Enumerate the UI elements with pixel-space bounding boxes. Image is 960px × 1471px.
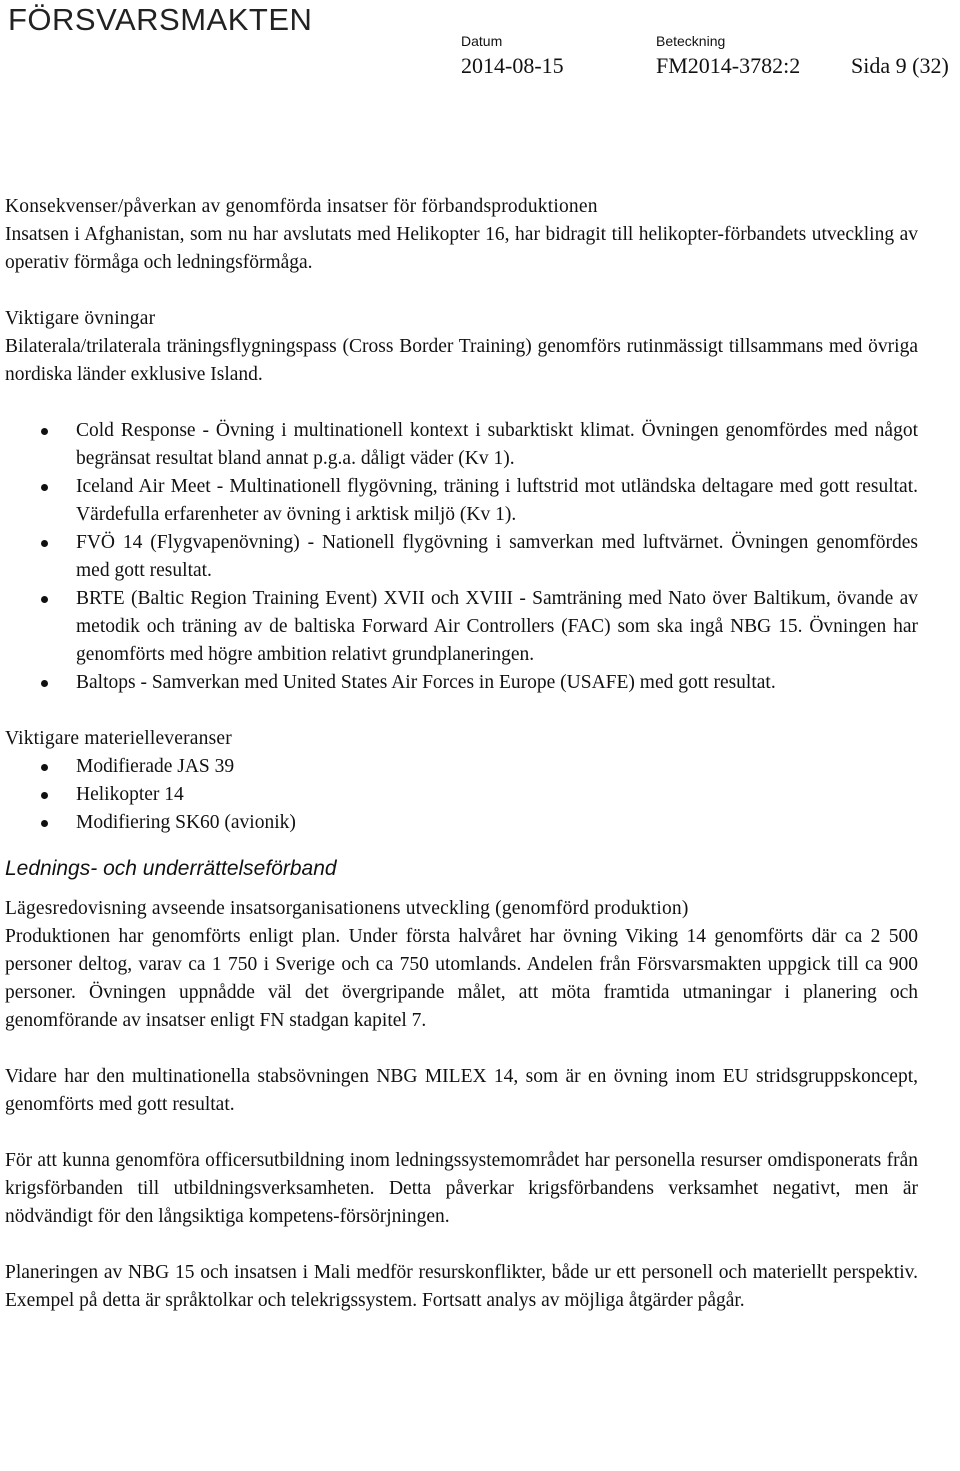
exercises-list — [5, 417, 918, 697]
list-item: Modifiering SK60 (avionik) — [5, 809, 918, 837]
paragraph: Produktionen har genomförts enligt plan. Under första halvåret har övning Viking 14 genomförts där ca 2 500 personer deltog, varav ca 1 750 i Sverige och ca 750 utomlands. Andelen från Försvarsmakten uppgick till ca 900 personer. Övningen uppnådde väl det övergripande målet, att möta framtida utmaningar i planering och genomförande av insatser enligt FN stadgan kapitel 7. — [5, 926, 918, 1031]
list-item: BRTE (Baltic Region Training Event) XVII och XVIII - Samträning med Nato över Baltikum, övande av metodik och träning av de baltiska Forward Air Controllers (FAC) som ska ingå NBG 15. Övningen har genomförts med högre ambition relativt grundplaneringen. — [5, 585, 918, 669]
page-number: Sida 9 (32) — [851, 53, 949, 78]
document-date: 2014-08-15 — [461, 53, 564, 78]
bullet-icon — [41, 596, 48, 603]
materiel-list — [5, 753, 918, 837]
bullet-icon — [41, 792, 48, 799]
bullet-icon — [41, 820, 48, 827]
list-item: Helikopter 14 — [5, 781, 918, 809]
exercises-intro: Bilaterala/trilaterala träningsflygningspass (Cross Border Training) genomförs rutinmässigt tillsammans med övriga nordiska länder exklusive Island. — [5, 336, 918, 385]
paragraph: Planeringen av NBG 15 och insatsen i Mali medför resurskonflikter, både ur ett personell och materiellt perspektiv. Exempel på detta är språktolkar och telekrigssystem. Fortsatt analys av möjliga åtgärder pågår. — [5, 1262, 918, 1311]
list-item: FVÖ 14 (Flygvapenövning) - Nationell flygövning i samverkan med luftvärnet. Övningen genomfördes med gott resultat. — [5, 529, 918, 585]
reference-label: Beteckning — [656, 33, 726, 49]
document-reference: FM2014-3782:2 — [656, 53, 801, 78]
section-title: Lednings- och underrättelseförband — [5, 857, 337, 880]
consequences-heading: Konsekvenser/påverkan av genomförda insatser för förbandsproduktionen — [5, 196, 598, 217]
consequences-text: Insatsen i Afghanistan, som nu har avslutats med Helikopter 16, har bidragit till helikopter-förbandets utveckling av operativ förmåga och ledningsförmåga. — [5, 224, 918, 273]
organization-name: FÖRSVARSMAKTEN — [8, 2, 313, 37]
bullet-icon — [41, 680, 48, 687]
bullet-icon — [41, 484, 48, 491]
document-body — [5, 193, 918, 1315]
materiel-heading: Viktigare materielleveranser — [5, 728, 232, 749]
list-item: Iceland Air Meet - Multinationell flygövning, träning i luftstrid mot utländska deltagare med gott resultat. Värdefulla erfarenheter av övning i arktisk miljö (Kv 1). — [5, 473, 918, 529]
paragraph: Vidare har den multinationella stabsövningen NBG MILEX 14, som är en övning inom EU stridsgruppskoncept, genomförts med gott resultat. — [5, 1066, 918, 1115]
date-label: Datum — [461, 33, 503, 49]
bullet-icon — [41, 428, 48, 435]
list-item: Cold Response - Övning i multinationell kontext i subarktiskt klimat. Övningen genomfördes med något begränsat resultat bland annat p.g.a. dåligt väder (Kv 1). — [5, 417, 918, 473]
exercises-heading: Viktigare övningar — [5, 308, 156, 329]
list-item: Baltops - Samverkan med United States Air Forces in Europe (USAFE) med gott resultat. — [5, 669, 918, 697]
bullet-icon — [41, 764, 48, 771]
paragraph: För att kunna genomföra officersutbildning inom ledningssystemområdet har personella resurser omdisponerats från krigsförbanden till utbildningsverksamheten. Detta påverkar krigsförbandens verksamhet negativt, men är nödvändigt för den långsiktiga kompetens-försörjningen. — [5, 1150, 918, 1227]
status-subheading: Lägesredovisning avseende insatsorganisationens utveckling (genomförd produktion) — [5, 898, 689, 919]
bullet-icon — [41, 540, 48, 547]
list-item: Modifierade JAS 39 — [5, 753, 918, 781]
